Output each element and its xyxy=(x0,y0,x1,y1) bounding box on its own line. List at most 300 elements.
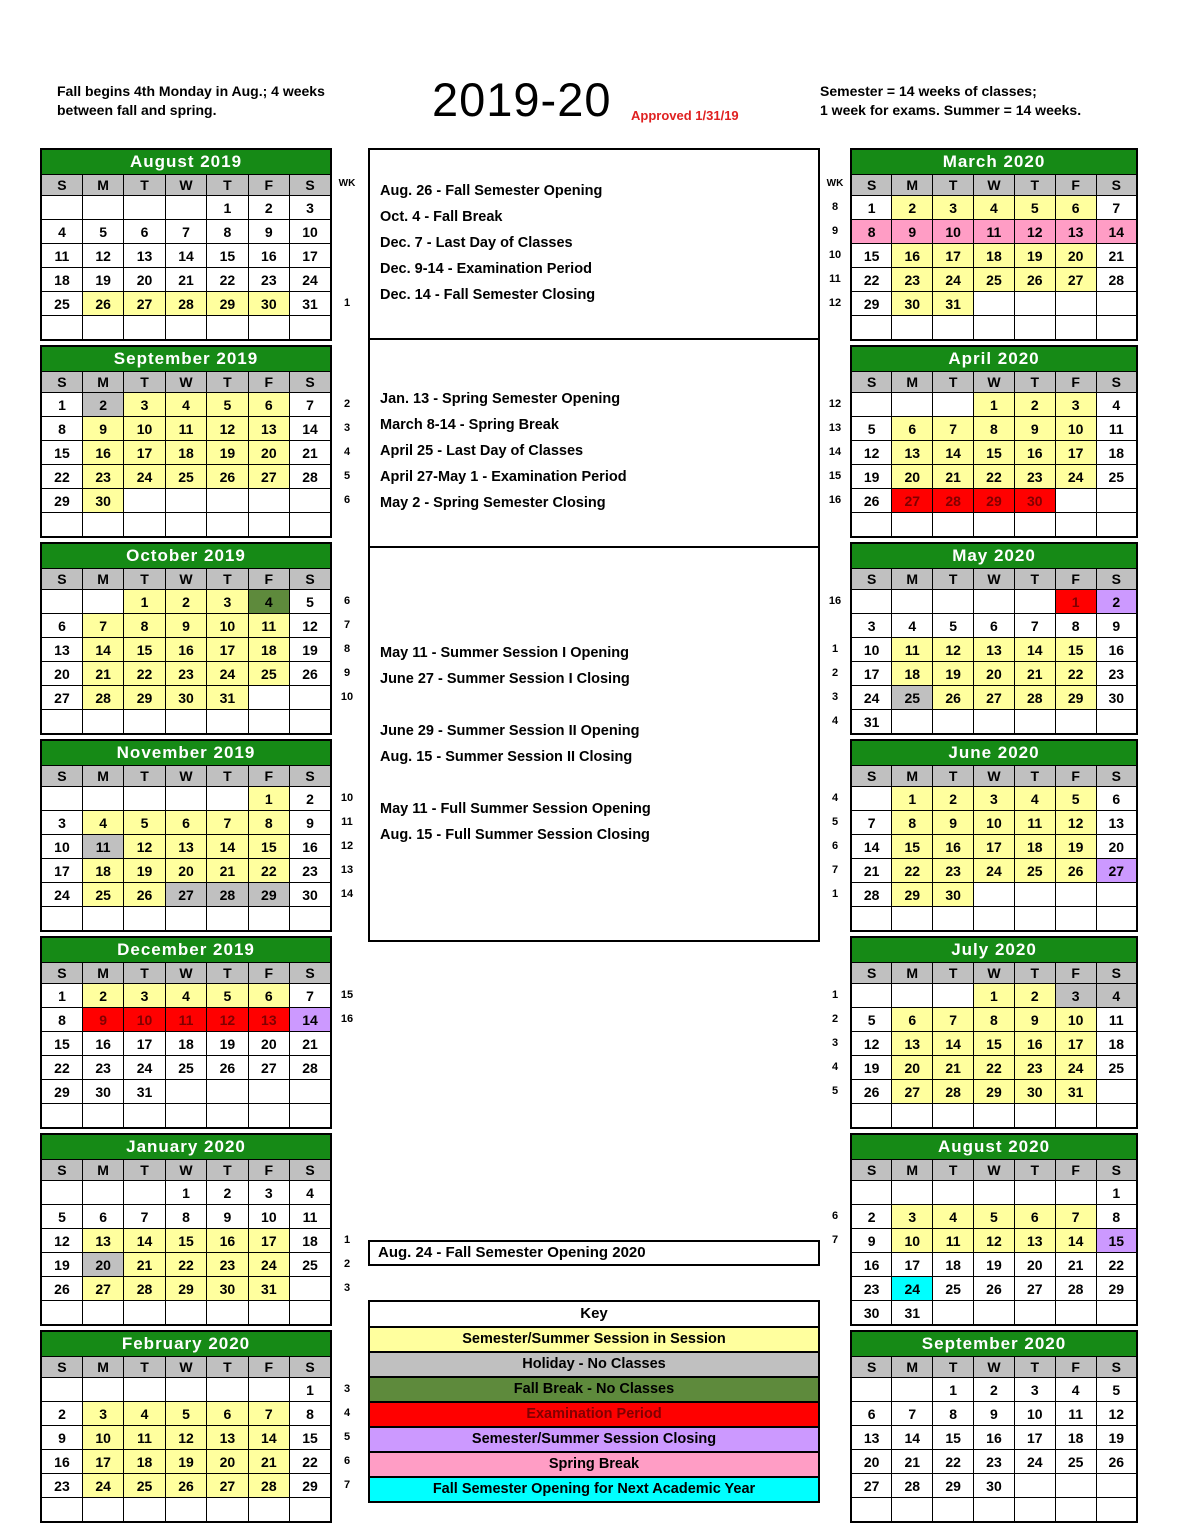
day-cell: 17 xyxy=(1055,441,1096,465)
day-cell: 13 xyxy=(1014,1229,1055,1253)
day-cell: 5 xyxy=(41,1205,82,1229)
day-cell: 16 xyxy=(290,835,331,859)
day-cell: 31 xyxy=(207,686,248,710)
empty-cell xyxy=(248,686,289,710)
day-cell: 16 xyxy=(82,1032,123,1056)
day-cell: 30 xyxy=(1096,686,1137,710)
day-of-week-header: T xyxy=(1014,372,1055,393)
day-cell: 2 xyxy=(974,1378,1015,1402)
month-row xyxy=(820,1330,1138,1523)
wk-column-label xyxy=(332,372,362,392)
day-of-week-header: S xyxy=(290,963,331,984)
day-cell: 10 xyxy=(124,417,165,441)
day-cell: 2 xyxy=(892,196,933,220)
header-left-note-line2: between fall and spring. xyxy=(57,102,217,118)
day-cell: 16 xyxy=(1096,638,1137,662)
day-of-week-header: W xyxy=(165,569,206,590)
week-number xyxy=(820,1449,850,1473)
empty-cell xyxy=(892,710,933,735)
day-of-week-header: F xyxy=(248,1357,289,1378)
week-number: 7 xyxy=(343,1479,351,1491)
day-cell: 29 xyxy=(124,686,165,710)
day-cell: 17 xyxy=(974,835,1015,859)
header-right-note xyxy=(820,82,1081,120)
note-line: Oct. 4 - Fall Break xyxy=(380,209,503,225)
week-number-column xyxy=(820,936,850,1127)
week-number: 3 xyxy=(343,422,351,434)
day-of-week-header: S xyxy=(1096,569,1137,590)
day-cell: 13 xyxy=(1055,220,1096,244)
empty-cell xyxy=(1055,1181,1096,1205)
day-of-week-header: S xyxy=(1096,963,1137,984)
week-number: 1 xyxy=(831,989,839,1001)
empty-cell xyxy=(207,1301,248,1326)
day-cell: 8 xyxy=(41,1008,82,1032)
week-number-column xyxy=(332,936,362,1127)
week-number: 16 xyxy=(828,494,842,506)
wk-spacer xyxy=(820,936,850,963)
day-cell: 11 xyxy=(1014,811,1055,835)
day-cell: 15 xyxy=(851,244,892,268)
wk-column-label xyxy=(820,1160,850,1180)
day-cell: 10 xyxy=(933,220,974,244)
day-of-week-header: T xyxy=(1014,1357,1055,1378)
calendar-grid xyxy=(850,345,1138,538)
day-of-week-header: S xyxy=(41,766,82,787)
day-cell: 12 xyxy=(41,1229,82,1253)
day-cell: 22 xyxy=(1055,662,1096,686)
week-number: 16 xyxy=(828,595,842,607)
month-title: February 2020 xyxy=(41,1331,331,1357)
day-of-week-header: F xyxy=(248,766,289,787)
day-cell: 1 xyxy=(933,1378,974,1402)
day-cell: 20 xyxy=(892,465,933,489)
empty-cell xyxy=(124,1104,165,1129)
week-number xyxy=(820,1252,850,1276)
day-of-week-header: M xyxy=(82,569,123,590)
day-of-week-header: T xyxy=(124,569,165,590)
day-cell: 20 xyxy=(974,662,1015,686)
note-line: June 29 - Summer Session II Opening xyxy=(380,723,640,739)
empty-cell xyxy=(82,316,123,341)
day-cell: 28 xyxy=(892,1474,933,1498)
day-of-week-header: W xyxy=(974,569,1015,590)
note-line: May 11 - Summer Session I Opening xyxy=(380,645,629,661)
empty-cell xyxy=(1014,1104,1055,1129)
wk-column-label xyxy=(332,569,362,589)
day-cell: 31 xyxy=(851,710,892,735)
empty-cell xyxy=(124,196,165,220)
day-cell: 30 xyxy=(892,292,933,316)
week-number: 16 xyxy=(340,1013,354,1025)
empty-cell xyxy=(165,710,206,735)
day-cell: 9 xyxy=(1014,417,1055,441)
month-title: August 2019 xyxy=(41,149,331,175)
week-number-column xyxy=(332,739,362,930)
empty-cell xyxy=(1096,1474,1137,1498)
empty-cell xyxy=(974,883,1015,907)
wk-column-label xyxy=(332,1357,362,1377)
wk-column-label: WK xyxy=(338,178,356,189)
day-of-week-header: M xyxy=(82,372,123,393)
day-of-week-header: T xyxy=(124,1357,165,1378)
wk-spacer xyxy=(332,739,362,766)
day-cell: 6 xyxy=(248,984,289,1008)
week-number: 2 xyxy=(343,398,351,410)
day-cell: 6 xyxy=(1014,1205,1055,1229)
day-cell: 14 xyxy=(290,1008,331,1032)
empty-cell xyxy=(892,1378,933,1402)
day-cell: 8 xyxy=(248,811,289,835)
empty-cell xyxy=(207,1378,248,1402)
empty-cell xyxy=(1096,513,1137,538)
day-cell: 6 xyxy=(1055,196,1096,220)
spring-semester-notes-box xyxy=(368,338,820,548)
day-cell: 4 xyxy=(82,811,123,835)
day-cell: 7 xyxy=(124,1205,165,1229)
wk-spacer xyxy=(332,936,362,963)
empty-cell xyxy=(248,513,289,538)
day-cell: 20 xyxy=(1096,835,1137,859)
day-cell: 29 xyxy=(974,1080,1015,1104)
day-cell: 19 xyxy=(851,465,892,489)
empty-cell xyxy=(82,1104,123,1129)
day-of-week-header: T xyxy=(207,963,248,984)
note-group xyxy=(380,718,818,770)
legend-key xyxy=(368,1300,820,1503)
day-cell: 20 xyxy=(82,1253,123,1277)
day-cell: 13 xyxy=(165,835,206,859)
day-cell: 13 xyxy=(41,638,82,662)
empty-cell xyxy=(82,710,123,735)
day-cell: 9 xyxy=(207,1205,248,1229)
day-of-week-header: M xyxy=(892,372,933,393)
day-cell: 10 xyxy=(974,811,1015,835)
day-of-week-header: T xyxy=(207,175,248,196)
day-cell: 7 xyxy=(248,1402,289,1426)
day-of-week-header: M xyxy=(82,175,123,196)
note-line: Dec. 14 - Fall Semester Closing xyxy=(380,287,596,303)
month-title: October 2019 xyxy=(41,543,331,569)
day-cell: 21 xyxy=(248,1450,289,1474)
day-cell: 28 xyxy=(290,1056,331,1080)
day-cell: 6 xyxy=(165,811,206,835)
day-cell: 5 xyxy=(82,220,123,244)
day-cell: 15 xyxy=(974,1032,1015,1056)
day-cell: 15 xyxy=(207,244,248,268)
day-cell: 19 xyxy=(82,268,123,292)
empty-cell xyxy=(82,513,123,538)
empty-cell xyxy=(1055,1301,1096,1326)
week-number: 11 xyxy=(341,816,353,828)
day-cell: 21 xyxy=(207,859,248,883)
day-cell: 24 xyxy=(41,883,82,907)
day-cell: 23 xyxy=(248,268,289,292)
empty-cell xyxy=(290,489,331,513)
day-cell: 24 xyxy=(1014,1450,1055,1474)
day-cell: 13 xyxy=(892,1032,933,1056)
day-cell: 12 xyxy=(851,1032,892,1056)
day-of-week-header: S xyxy=(290,1357,331,1378)
empty-cell xyxy=(124,1378,165,1402)
day-cell: 11 xyxy=(124,1426,165,1450)
empty-cell xyxy=(248,1301,289,1326)
week-number xyxy=(820,1300,850,1324)
day-cell: 9 xyxy=(933,811,974,835)
day-of-week-header: S xyxy=(1096,175,1137,196)
day-of-week-header: T xyxy=(933,372,974,393)
day-cell: 13 xyxy=(248,1008,289,1032)
month-june-2020 xyxy=(820,739,1138,932)
month-april-2020 xyxy=(820,345,1138,538)
day-cell: 8 xyxy=(1055,614,1096,638)
day-cell: 22 xyxy=(248,859,289,883)
day-cell: 1 xyxy=(290,1378,331,1402)
note-line: Aug. 15 - Full Summer Session Closing xyxy=(380,827,650,843)
day-cell: 8 xyxy=(290,1402,331,1426)
day-cell: 27 xyxy=(974,686,1015,710)
day-of-week-header: S xyxy=(851,1160,892,1181)
day-cell: 24 xyxy=(1055,465,1096,489)
day-cell: 25 xyxy=(1096,465,1137,489)
day-cell: 5 xyxy=(207,984,248,1008)
day-cell: 6 xyxy=(1096,787,1137,811)
day-cell: 4 xyxy=(165,393,206,417)
empty-cell xyxy=(248,489,289,513)
wk-column-label xyxy=(332,1160,362,1180)
day-cell: 28 xyxy=(124,1277,165,1301)
day-of-week-header: T xyxy=(124,175,165,196)
day-cell: 18 xyxy=(1096,1032,1137,1056)
empty-cell xyxy=(974,590,1015,614)
empty-cell xyxy=(1014,1498,1055,1523)
day-cell: 18 xyxy=(933,1253,974,1277)
day-of-week-header: T xyxy=(933,1160,974,1181)
day-cell: 17 xyxy=(1055,1032,1096,1056)
empty-cell xyxy=(124,1301,165,1326)
week-number xyxy=(332,267,362,291)
empty-cell xyxy=(165,787,206,811)
day-of-week-header: S xyxy=(41,372,82,393)
month-row xyxy=(40,739,362,932)
day-of-week-header: W xyxy=(974,1357,1015,1378)
empty-cell xyxy=(41,1378,82,1402)
day-cell: 21 xyxy=(290,1032,331,1056)
month-september-2019 xyxy=(40,345,362,538)
day-of-week-header: W xyxy=(165,1160,206,1181)
week-number-column xyxy=(820,542,850,733)
month-july-2020 xyxy=(820,936,1138,1129)
header-left-note-line1: Fall begins 4th Monday in Aug.; 4 weeks xyxy=(57,83,325,99)
empty-cell xyxy=(892,513,933,538)
wk-column-label xyxy=(332,963,362,983)
week-number xyxy=(332,1180,362,1204)
day-of-week-header: M xyxy=(892,766,933,787)
week-number: 6 xyxy=(343,595,351,607)
day-cell: 8 xyxy=(1096,1205,1137,1229)
day-cell: 15 xyxy=(1096,1229,1137,1253)
calendar-grid xyxy=(40,1330,332,1523)
day-cell: 25 xyxy=(1096,1056,1137,1080)
day-cell: 16 xyxy=(1014,441,1055,465)
month-title: April 2020 xyxy=(851,346,1137,372)
day-cell: 7 xyxy=(851,811,892,835)
week-number: 1 xyxy=(343,1234,351,1246)
day-of-week-header: S xyxy=(851,372,892,393)
calendar-grid xyxy=(40,936,332,1129)
day-cell: 25 xyxy=(165,465,206,489)
day-cell: 19 xyxy=(974,1253,1015,1277)
day-cell: 10 xyxy=(82,1426,123,1450)
calendar-grid xyxy=(40,542,332,735)
day-cell: 19 xyxy=(1055,835,1096,859)
day-cell: 16 xyxy=(248,244,289,268)
day-cell: 5 xyxy=(207,393,248,417)
week-number xyxy=(820,906,850,930)
day-cell: 14 xyxy=(207,835,248,859)
week-number: 1 xyxy=(831,643,839,655)
day-cell: 11 xyxy=(1096,417,1137,441)
day-cell: 8 xyxy=(933,1402,974,1426)
day-cell: 30 xyxy=(82,1080,123,1104)
day-of-week-header: S xyxy=(1096,1160,1137,1181)
calendar-grid xyxy=(40,739,332,932)
day-of-week-header: M xyxy=(892,963,933,984)
day-cell: 3 xyxy=(41,811,82,835)
day-cell: 10 xyxy=(1014,1402,1055,1426)
day-of-week-header: T xyxy=(207,1357,248,1378)
empty-cell xyxy=(1014,590,1055,614)
month-row xyxy=(820,936,1138,1129)
empty-cell xyxy=(851,513,892,538)
week-number-column xyxy=(332,148,362,339)
empty-cell xyxy=(41,1301,82,1326)
day-cell: 30 xyxy=(290,883,331,907)
day-cell: 18 xyxy=(124,1450,165,1474)
day-cell: 12 xyxy=(207,417,248,441)
empty-cell xyxy=(82,590,123,614)
day-cell: 21 xyxy=(933,465,974,489)
week-number xyxy=(820,512,850,536)
week-number xyxy=(820,1377,850,1401)
week-number: 7 xyxy=(343,619,351,631)
day-cell: 28 xyxy=(82,686,123,710)
empty-cell xyxy=(851,787,892,811)
day-cell: 27 xyxy=(1014,1277,1055,1301)
day-cell: 27 xyxy=(165,883,206,907)
next-year-opening-note: Aug. 24 - Fall Semester Opening 2020 xyxy=(368,1240,820,1266)
day-cell: 31 xyxy=(933,292,974,316)
day-cell: 18 xyxy=(1096,441,1137,465)
day-cell: 4 xyxy=(1096,393,1137,417)
day-cell: 16 xyxy=(207,1229,248,1253)
day-cell: 7 xyxy=(165,220,206,244)
day-of-week-header: F xyxy=(1055,1160,1096,1181)
day-cell: 27 xyxy=(248,1056,289,1080)
day-of-week-header: F xyxy=(1055,766,1096,787)
day-cell: 24 xyxy=(892,1277,933,1301)
day-cell: 1 xyxy=(248,787,289,811)
day-cell: 23 xyxy=(165,662,206,686)
week-number-column xyxy=(820,148,850,339)
empty-cell xyxy=(1055,907,1096,932)
day-cell: 5 xyxy=(851,417,892,441)
empty-cell xyxy=(124,787,165,811)
key-row: Examination Period xyxy=(370,1401,818,1426)
day-cell: 6 xyxy=(974,614,1015,638)
day-of-week-header: S xyxy=(41,1160,82,1181)
header-right-note-line1: Semester = 14 weeks of classes; xyxy=(820,83,1037,99)
month-row xyxy=(820,739,1138,932)
empty-cell xyxy=(207,907,248,932)
day-of-week-header: F xyxy=(1055,963,1096,984)
day-of-week-header: W xyxy=(974,963,1015,984)
empty-cell xyxy=(1014,883,1055,907)
week-number: 4 xyxy=(831,715,839,727)
day-cell: 19 xyxy=(290,638,331,662)
empty-cell xyxy=(1096,1498,1137,1523)
day-cell: 27 xyxy=(124,292,165,316)
wk-spacer xyxy=(820,148,850,175)
wk-column-label xyxy=(820,372,850,392)
day-of-week-header: T xyxy=(124,372,165,393)
day-cell: 4 xyxy=(1014,787,1055,811)
day-cell: 5 xyxy=(1014,196,1055,220)
week-number xyxy=(332,709,362,733)
month-row xyxy=(40,345,362,538)
day-of-week-header: S xyxy=(290,569,331,590)
day-cell: 1 xyxy=(851,196,892,220)
week-number xyxy=(820,1276,850,1300)
day-cell: 1 xyxy=(41,393,82,417)
day-cell: 27 xyxy=(1055,268,1096,292)
day-cell: 13 xyxy=(207,1426,248,1450)
week-number xyxy=(332,1079,362,1103)
empty-cell xyxy=(974,1301,1015,1326)
empty-cell xyxy=(124,710,165,735)
day-cell: 22 xyxy=(41,465,82,489)
empty-cell xyxy=(124,907,165,932)
day-cell: 24 xyxy=(82,1474,123,1498)
week-number xyxy=(332,906,362,930)
day-cell: 3 xyxy=(290,196,331,220)
empty-cell xyxy=(933,393,974,417)
calendar-grid xyxy=(40,148,332,341)
day-cell: 8 xyxy=(851,220,892,244)
empty-cell xyxy=(290,710,331,735)
empty-cell xyxy=(124,1498,165,1523)
month-title: September 2020 xyxy=(851,1331,1137,1357)
day-cell: 9 xyxy=(82,417,123,441)
day-cell: 5 xyxy=(1096,1378,1137,1402)
day-cell: 23 xyxy=(1014,1056,1055,1080)
day-cell: 16 xyxy=(974,1426,1015,1450)
day-cell: 14 xyxy=(124,1229,165,1253)
calendar-grid xyxy=(850,148,1138,341)
day-cell: 1 xyxy=(124,590,165,614)
calendar-grid xyxy=(850,542,1138,735)
day-cell: 20 xyxy=(1055,244,1096,268)
day-cell: 25 xyxy=(165,1056,206,1080)
day-cell: 16 xyxy=(933,835,974,859)
day-of-week-header: M xyxy=(892,569,933,590)
week-number: 9 xyxy=(343,667,351,679)
day-of-week-header: W xyxy=(974,1160,1015,1181)
wk-column-label: WK xyxy=(826,178,844,189)
day-cell: 8 xyxy=(41,417,82,441)
day-cell: 18 xyxy=(165,1032,206,1056)
empty-cell xyxy=(82,1378,123,1402)
